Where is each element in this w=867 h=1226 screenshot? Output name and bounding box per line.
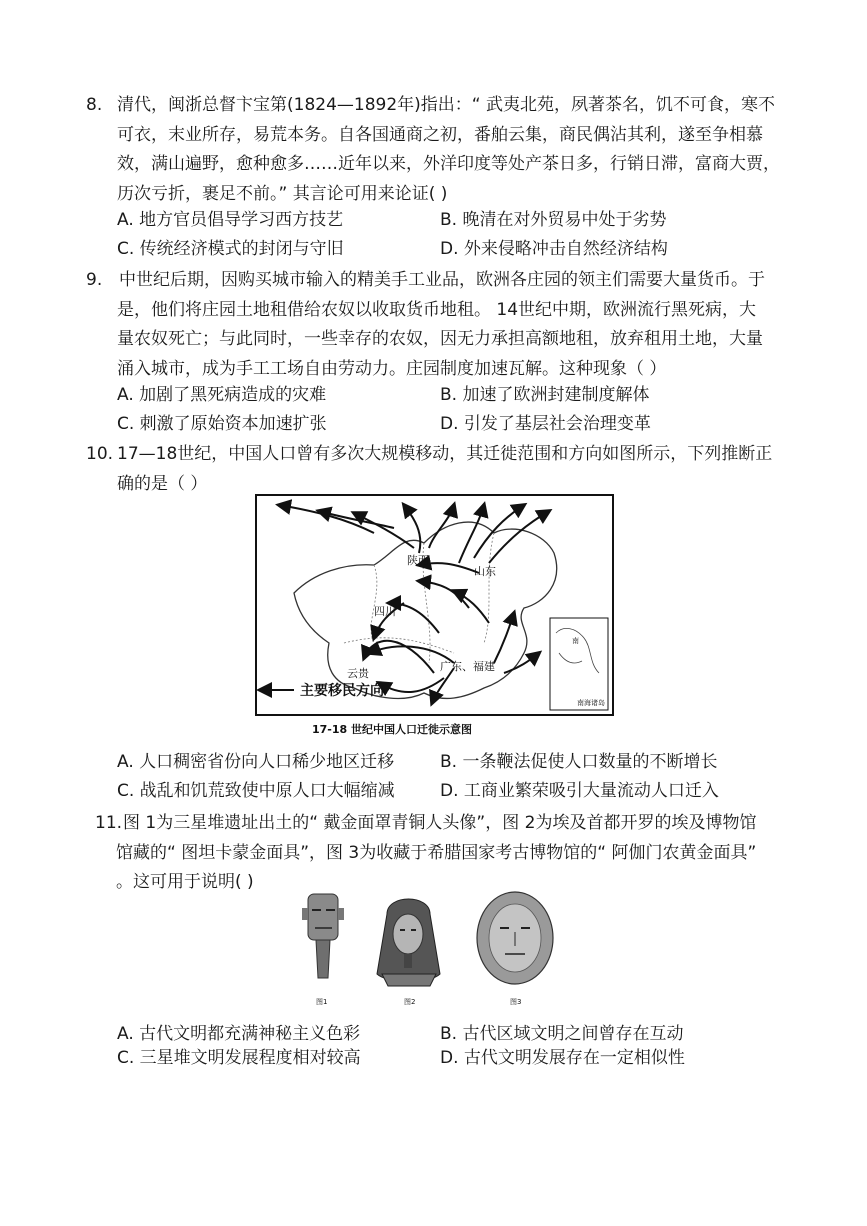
label-shaanxi: 陕西 — [407, 554, 429, 567]
option-a: A. 人口稠密省份向人口稀少地区迁移 — [117, 752, 395, 772]
inset-label-south: 南 — [572, 637, 579, 645]
label-shandong: 山东 — [474, 565, 496, 578]
question-line: 涌入城市，成为手工工场自由劳动力。庄园制度加速瓦解。这种现象（ ） — [117, 358, 667, 379]
question-line: 中世纪后期，因购买城市输入的精美手工业品，欧洲各庄园的领主们需要大量货币。于 — [119, 270, 765, 290]
label-sichuan: 四川 — [374, 605, 396, 618]
option-d: D. 古代文明发展存在一定相似性 — [440, 1048, 685, 1068]
question-number: 8. — [86, 95, 103, 115]
option-d: D. 外来侵略冲击自然经济结构 — [440, 239, 668, 259]
option-d: D. 工商业繁荣吸引大量流动人口迁入 — [440, 781, 719, 801]
option-c: C. 战乱和饥荒致使中原人口大幅缩减 — [117, 781, 395, 801]
question-line: 馆藏的“ 图坦卡蒙金面具”，图 3为收藏于希腊国家考古博物馆的“ 阿伽门农黄金面具” — [116, 842, 757, 863]
inset-south-sea — [550, 618, 608, 710]
option-b: B. 加速了欧洲封建制度解体 — [440, 385, 650, 405]
figure-label-3: 图3 — [510, 998, 522, 1006]
tutankhamun-mask-image — [377, 899, 440, 986]
option-a: A. 古代文明都充满神秘主义色彩 — [117, 1024, 361, 1044]
question-line: 。这可用于说明( ) — [116, 872, 254, 892]
map-caption: 17-18 世纪中国人口迁徙示意图 — [312, 723, 473, 736]
option-d: D. 引发了基层社会治理变革 — [440, 414, 651, 434]
inset-label-nanhai: 南海诸岛 — [577, 699, 605, 707]
question-number: 11. — [95, 813, 123, 833]
masks-figure — [290, 886, 590, 1014]
figure-label-1: 图1 — [316, 998, 328, 1006]
question-number: 9. — [86, 270, 103, 290]
label-yungui: 云贵 — [347, 667, 369, 680]
option-b: B. 一条鞭法促使人口数量的不断增长 — [440, 752, 718, 772]
question-line: 确的是（ ） — [117, 473, 208, 494]
agamemnon-mask-image — [477, 892, 553, 984]
question-line: 图 1为三星堆遗址出土的“ 戴金面罩青铜人头像”，图 2为埃及首都开罗的埃及博物馆 — [123, 813, 757, 833]
option-b: B. 古代区域文明之间曾存在互动 — [440, 1024, 684, 1044]
label-guangdong-fujian: 广东、福建 — [440, 660, 495, 673]
option-c: C. 三星堆文明发展程度相对较高 — [117, 1048, 361, 1068]
question-11 — [95, 809, 815, 898]
figure-label-2: 图2 — [404, 998, 416, 1006]
option-a: A. 地方官员倡导学习西方技艺 — [117, 210, 344, 230]
question-line: 效，满山遍野，愈种愈多……近年以来，外洋印度等处产茶日多，行销日滞，富商大贾， — [117, 154, 780, 174]
migration-map — [254, 493, 615, 743]
option-c: C. 传统经济模式的封闭与守旧 — [117, 239, 344, 259]
question-line: 历次亏折，裹足不前。” 其言论可用来论证( ) — [117, 183, 448, 204]
question-line: 清代，闽浙总督卞宝第(1824—1892年)指出：“ 武夷北苑，夙著茶名，饥不可食，寒不 — [117, 95, 776, 115]
option-a: A. 加剧了黑死病造成的灾难 — [117, 385, 327, 405]
question-line: 是，他们将庄园土地租借给农奴以收取货币地租。 14世纪中期，欧洲流行黑死病，大 — [117, 299, 757, 320]
question-number: 10. — [86, 444, 114, 464]
question-line: 可衣，末业所存，易荒本务。自各国通商之初，番舶云集，商民偶沾其利，遂至争相慕 — [117, 124, 763, 145]
question-8 — [86, 91, 806, 209]
option-b: B. 晚清在对外贸易中处于劣势 — [440, 210, 667, 230]
sanxingdui-head-image — [302, 894, 344, 978]
question-9 — [86, 266, 806, 384]
question-10 — [86, 440, 806, 499]
option-c: C. 刺激了原始资本加速扩张 — [117, 414, 327, 434]
question-line: 17—18世纪，中国人口曾有多次大规模移动，其迁徙范围和方向如图所示，下列推断正 — [117, 444, 773, 464]
map-legend: 主要移民方向 — [300, 683, 384, 699]
question-line: 量农奴死亡；与此同时，一些幸存的农奴，因无力承担高额地租，放弃租用土地，大量 — [117, 329, 763, 349]
